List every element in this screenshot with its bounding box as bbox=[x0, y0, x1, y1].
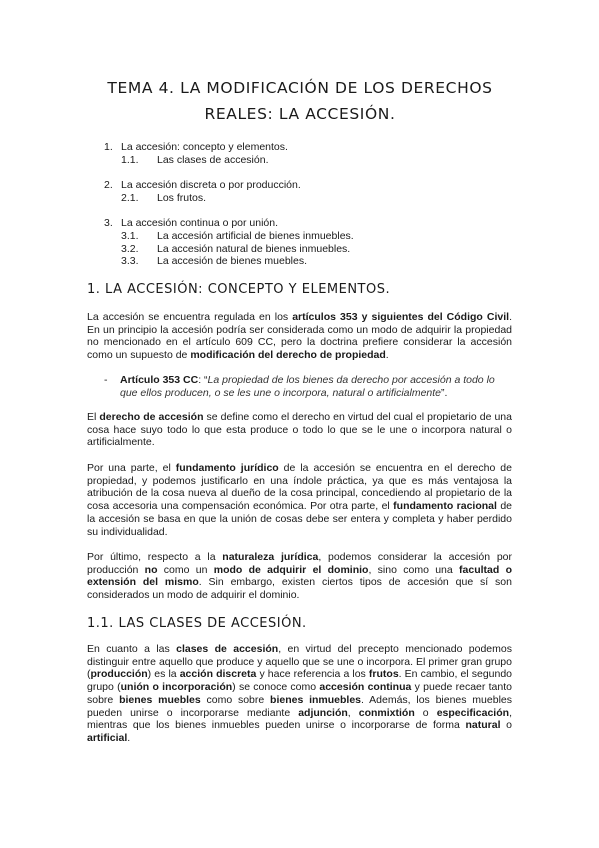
text-run: . bbox=[385, 349, 389, 362]
toc-number: 3.1. bbox=[121, 229, 139, 242]
text-run: , en virtud del precepto mencionado podemos distinguir entre aquello que produce y aquello que se une o incorpora. El primer gran grupo ( bbox=[87, 643, 512, 681]
bold-text: facultad o extensión del mismo bbox=[87, 563, 513, 589]
text-run: de la accesión se basa en que la unión de cosas debe ser entera y completa y haber perdido su individualidad. bbox=[87, 500, 513, 538]
toc-number: 2.1. bbox=[121, 191, 139, 204]
bold-text: adjunción bbox=[298, 706, 348, 719]
document-title: TEMA 4. LA MODIFICACIÓN DE LOS DERECHOS REALES: LA ACCESIÓN. bbox=[107, 79, 493, 123]
text-run: como un bbox=[157, 563, 214, 576]
text-run: Por una parte, el bbox=[87, 462, 176, 474]
subsection-heading: 1.1. LAS CLASES DE ACCESIÓN. bbox=[87, 616, 307, 631]
bold-text: modo de adquirir el dominio bbox=[213, 563, 369, 576]
bold-text: conmixtión bbox=[358, 706, 415, 719]
text-run: : “ bbox=[198, 374, 208, 386]
text-run: , podemos considerar la accesión por producción bbox=[87, 551, 512, 576]
toc-number: 1.1. bbox=[121, 153, 139, 166]
text-run: como sobre bbox=[200, 693, 271, 706]
list-dash: - bbox=[104, 374, 108, 386]
quote-text: La propiedad de los bienes da derecho por accesión a todo lo que ellos producen, o se les une o incorpora, natural o artificialmente bbox=[120, 374, 495, 399]
bold-text: no bbox=[144, 563, 158, 576]
paragraph-legal-nature bbox=[87, 551, 512, 602]
toc-text: La accesión continua o por unión. bbox=[121, 217, 279, 230]
toc-subitem bbox=[104, 154, 354, 167]
toc-item bbox=[104, 217, 354, 230]
text-run: o bbox=[500, 719, 512, 732]
toc-subitem bbox=[104, 230, 354, 243]
paragraph-foundation bbox=[87, 462, 512, 538]
bold-text: modificación del derecho de propiedad bbox=[190, 349, 386, 362]
toc-number: 3.2. bbox=[121, 242, 139, 255]
bold-text: bienes muebles bbox=[119, 693, 201, 706]
text-run: Por último, respecto a la bbox=[87, 551, 223, 563]
text-run: se define como el derecho en virtud del cual el propietario de una cosa hace suyo todo lo que esta produce o todo lo que se le une o incorpora natural o artificialmente. bbox=[87, 411, 512, 449]
paragraph-classes bbox=[87, 643, 512, 745]
toc-subitem bbox=[104, 255, 354, 268]
bold-text: artificial bbox=[87, 731, 128, 744]
text-run: ) es la bbox=[147, 668, 180, 681]
text-run: . Además, los bienes muebles pueden unirse o incorporarse mediante bbox=[87, 693, 512, 719]
text-run: , bbox=[347, 706, 359, 719]
toc-text: La accesión: concepto y elementos. bbox=[121, 141, 288, 153]
text-run: o bbox=[414, 706, 437, 719]
section-heading: 1. LA ACCESIÓN: CONCEPTO Y ELEMENTOS. bbox=[87, 282, 391, 297]
toc-text: La accesión de bienes muebles. bbox=[157, 255, 308, 268]
text-run: ”. bbox=[441, 386, 448, 399]
text-run: . Sin embargo, existen ciertos tipos de accesión que sí son considerados un modo de adquirir el dominio. bbox=[87, 576, 512, 602]
toc-number: 3.3. bbox=[121, 255, 139, 268]
toc-text: Los frutos. bbox=[157, 191, 207, 204]
bold-text: frutos bbox=[368, 668, 399, 681]
bold-text: naturaleza jurídica bbox=[222, 551, 319, 563]
paragraph-regulation bbox=[87, 311, 512, 362]
toc-subitem bbox=[104, 192, 354, 205]
text-run: . En cambio, el segundo grupo ( bbox=[87, 668, 513, 694]
text-run: . bbox=[127, 731, 131, 744]
text-run: y hace referencia a los bbox=[256, 668, 369, 681]
toc-text: La accesión discreta o por producción. bbox=[121, 179, 301, 192]
toc-text: La accesión artificial de bienes inmuebles. bbox=[157, 229, 354, 242]
text-run: , mientras que los bienes inmuebles pueden unirse o incorporarse de forma bbox=[87, 706, 512, 732]
bold-text: bienes inmuebles bbox=[270, 693, 362, 706]
text-run: La accesión se encuentra regulada en los bbox=[87, 311, 293, 323]
bold-text: accesión continua bbox=[319, 681, 412, 694]
toc-item bbox=[104, 179, 354, 192]
bold-text: natural bbox=[465, 719, 501, 732]
text-run: ) se conoce como bbox=[232, 681, 320, 694]
text-run: . En un principio la accesión podría ser considerada como un modo de adquirir la propiedad no mencionado en el artículo 609 CC, pero la doctrina prefiere considerar la accesión como un supuesto de bbox=[87, 311, 512, 362]
text-run: y puede recaer tanto sobre bbox=[87, 681, 512, 706]
bold-text: clases de accesión bbox=[176, 643, 279, 655]
toc-subitem bbox=[104, 243, 354, 256]
article-label: Artículo 353 CC bbox=[120, 374, 199, 386]
bold-text: acción discreta bbox=[179, 668, 257, 681]
article-quote bbox=[104, 374, 512, 399]
text-run: El bbox=[87, 411, 100, 423]
toc-text: Las clases de accesión. bbox=[157, 153, 269, 166]
bold-text: fundamento racional bbox=[393, 500, 497, 513]
text-run: , sino como una bbox=[368, 563, 460, 576]
bold-text: producción bbox=[90, 668, 148, 681]
toc-text: La accesión natural de bienes inmuebles. bbox=[157, 242, 351, 255]
text-run: En cuanto a las bbox=[87, 643, 177, 655]
toc-number: 3. bbox=[104, 217, 113, 230]
toc-item bbox=[104, 141, 354, 154]
bold-text: fundamento jurídico bbox=[175, 462, 279, 474]
bold-text: derecho de accesión bbox=[99, 411, 204, 423]
toc-number: 2. bbox=[104, 179, 113, 192]
text-run: de la accesión se encuentra en el derecho de propiedad, y podemos justificarlo en una índole práctica, ya que es más ventajosa la atribución de la cosa nueva al dueño de la cosa principal, concediendo al propietario de la cosa accesoria una compensación económica. Por otra parte, el bbox=[87, 462, 512, 513]
bold-text: especificación bbox=[436, 706, 510, 719]
table-of-contents bbox=[104, 141, 354, 268]
bold-text: artículos 353 y siguientes del Código Civil bbox=[292, 311, 510, 323]
toc-number: 1. bbox=[104, 141, 113, 153]
bold-text: unión o incorporación bbox=[120, 681, 233, 694]
paragraph-definition bbox=[87, 411, 512, 449]
